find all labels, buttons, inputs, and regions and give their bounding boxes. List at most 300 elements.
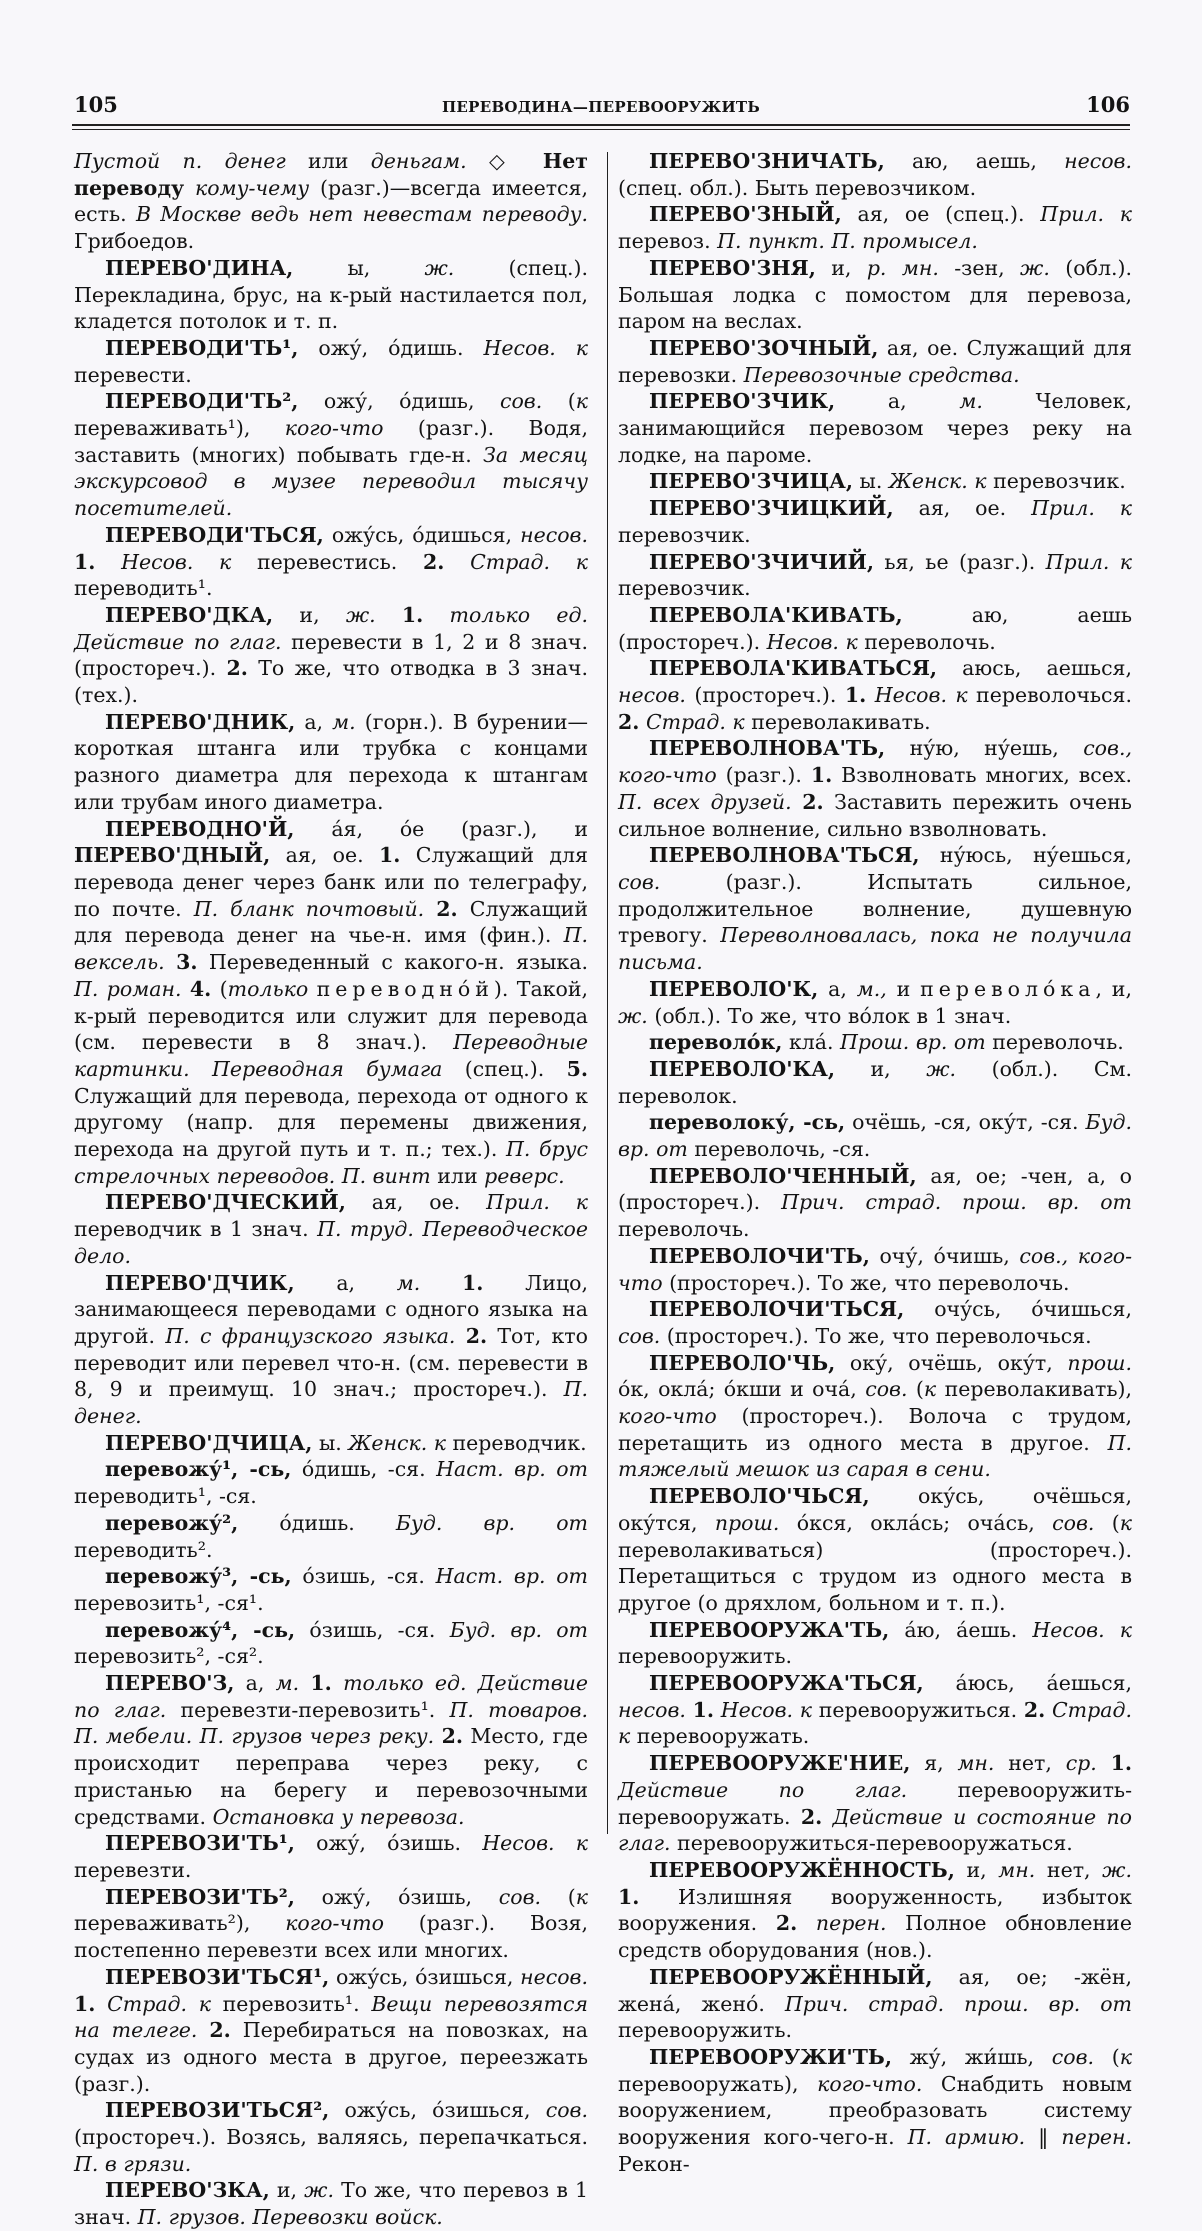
headword-bold: перевожу́⁴, -сь, [105, 1617, 296, 1642]
entry-text: аю, аешь (простореч.). [618, 602, 1132, 654]
entry-text: ожу́, о́дишь. [298, 335, 484, 360]
headword-bold: переволоку́, -сь, [649, 1110, 846, 1135]
entry-text: ы, [293, 255, 425, 280]
italic-text: Пустой п. денег [74, 149, 286, 173]
entry-text: переволочь. [618, 1217, 750, 1242]
italic-text: несов. [618, 683, 686, 708]
italic-text: П. тяжелый мешок из сарая в сени. [618, 1430, 1132, 1482]
entry-text: ожу́сь, о́дишься, [323, 522, 521, 547]
entry-text: ). Такой, к-рый переводится или служит для перевода (см. перевести в 8 знач.). [74, 976, 588, 1055]
entry-text: а, [294, 1270, 397, 1295]
headword-bold: ПЕРЕВО'ЗЧИК, [649, 389, 836, 414]
entry-text [714, 1698, 721, 1722]
headword-bold: ПЕРЕВО'ЗНЯ, [649, 255, 816, 280]
entry-text: ая, ое; -жён, жена́, жено́. [618, 1964, 1132, 2016]
headword-bold: ПЕРЕВОЛО'ЧЬСЯ, [649, 1484, 870, 1509]
entry-text: о́зишь, -ся. [291, 1564, 436, 1589]
headword-bold: ПЕРЕВО'ЗОЧНЫЙ, [649, 335, 879, 360]
dictionary-entry [74, 602, 588, 709]
dictionary-entry [74, 2177, 588, 2230]
entry-text: Снабдить новым вооружением, преобразовать систему вооружения кого-чего-н. [618, 2071, 1132, 2150]
italic-text: Прош. вр. от [840, 1030, 986, 1055]
entry-text: ая, ое. Служащий для перевозки. [618, 335, 1132, 387]
headword-bold: 1. [810, 763, 833, 788]
dictionary-entry [618, 549, 1132, 602]
italic-text: только ед. Действие по глаг. [74, 1671, 588, 1722]
dictionary-entry [74, 148, 588, 255]
entry-text: аюсь, аешься, [937, 656, 1132, 681]
italic-text: к [923, 1377, 937, 1402]
dictionary-entry [618, 1750, 1132, 1857]
italic-text: ж. [424, 255, 455, 280]
entry-text [332, 1671, 343, 1695]
headword-bold: ПЕРЕВОЗИ'ТЬ¹, [105, 1831, 295, 1856]
italic-text: сов. [498, 1884, 542, 1909]
headword-bold: 2. [209, 2018, 231, 2043]
entry-text: ну́юсь, ну́ешься, [919, 843, 1132, 868]
italic-text: кому-чему [194, 175, 310, 200]
dictionary-entry [618, 1617, 1132, 1670]
entry-text: и [886, 976, 921, 1001]
headword-bold: 3. [176, 950, 198, 975]
headword-bold: ПЕРЕВООРУЖИ'ТЬ, [649, 2044, 892, 2069]
entry-text [434, 1724, 441, 1748]
entry-text: переводить². [74, 1537, 213, 1562]
entry-text: перевести в 1, 2 и 8 знач. (простореч.). [74, 629, 588, 681]
entry-text: ( [1094, 1510, 1120, 1535]
dictionary-entry [618, 201, 1132, 254]
entry-text: и, [834, 1056, 927, 1081]
entry-text: Лицо, занимающееся переводами с одного языка на другой. [74, 1270, 588, 1348]
italic-text: П. бланк почтовый. [193, 896, 425, 921]
entry-text: Полное обновление средств оборудования (нов.). [618, 1911, 1132, 1963]
entry-text [424, 897, 436, 921]
italic-text: Страд. к [470, 549, 588, 574]
entry-text: очёшь, -ся, оку́т, -ся. [845, 1110, 1086, 1135]
left-column [74, 148, 588, 2231]
headword-bold: ПЕРЕВОДИ'ТЬСЯ, [105, 522, 324, 547]
italic-text: реверс. [484, 1163, 565, 1188]
entry-text [686, 1698, 693, 1722]
entry-text: перевооружить. [618, 2018, 792, 2043]
dictionary-entry [74, 1617, 588, 1670]
entry-text: (простореч.). Волоча с трудом, перетащить из одного места в другое. [618, 1404, 1132, 1455]
spaced-text: переволо́ка [920, 976, 1096, 1001]
entry-text [197, 2018, 209, 2042]
entry-text: о́к, окла́; о́кши и оча́, [618, 1377, 866, 1402]
entry-text: о́зишь, -ся. [295, 1617, 450, 1642]
spaced-text: переводно́й [316, 976, 494, 1001]
entry-text [792, 790, 803, 814]
headword-bold: ПЕРЕВОЛО'ЧЬ, [649, 1350, 836, 1375]
italic-text: Женск. к [348, 1430, 446, 1455]
italic-text: м. [959, 389, 983, 414]
italic-text: П. с французского языка. [165, 1323, 456, 1348]
entry-text: , и, [1095, 976, 1132, 1001]
italic-text: ж. [618, 1003, 648, 1028]
italic-text: м. [332, 709, 356, 734]
entry-text: ожу́сь, о́зишься, [329, 2098, 546, 2123]
entry-text: и, [273, 602, 346, 627]
italic-text: сов. [618, 1323, 661, 1348]
dictionary-entry [74, 1510, 588, 1563]
entry-text: ожу́, о́зишь, [294, 1884, 499, 1909]
headword-bold: 1. [844, 683, 867, 708]
entry-text [184, 176, 195, 200]
entry-text: перевозчик. [618, 576, 751, 601]
entry-text: Рекон- [618, 2151, 690, 2176]
italic-text: Страд. к [107, 1991, 211, 2016]
headword-bold: ПЕРЕВОЗИ'ТЬ², [105, 1884, 295, 1909]
italic-text: ж. [345, 602, 376, 627]
entry-text: переволакивать. [744, 709, 931, 734]
entry-text: ожу́, о́зишь. [294, 1831, 483, 1856]
entry-text: переволакивать), [936, 1377, 1133, 1402]
italic-text: П. пункт. П. промысел. [717, 229, 978, 254]
italic-text: Буд. вр. от [449, 1617, 588, 1642]
dictionary-entry [618, 842, 1132, 976]
entry-text [423, 603, 449, 627]
headword-bold: 2. [800, 1804, 823, 1829]
italic-text: Действие и состояние по глаг. [618, 1804, 1132, 1856]
italic-text: Буд. вр. от [395, 1510, 588, 1535]
italic-text: ср. [1065, 1751, 1097, 1776]
entry-text: (разг.). [716, 763, 811, 788]
headword-bold: 2. [1023, 1697, 1046, 1722]
entry-text: (разг.). Испытать сильное, продолжительное волнение, душевную тревогу. [618, 869, 1132, 948]
entry-text: ( [1094, 2044, 1120, 2069]
dictionary-entry [74, 1456, 588, 1509]
dictionary-entry [618, 255, 1132, 335]
italic-text: к [1119, 1510, 1133, 1535]
italic-text: Прил. к [486, 1190, 588, 1215]
headword-bold: переволо́к, [649, 1030, 783, 1055]
italic-text: сов., кого-что [618, 1243, 1132, 1295]
headword-bold: ПЕРЕВО'З, [105, 1671, 235, 1696]
italic-text: Несов. к [482, 1831, 588, 1856]
entry-text [866, 683, 874, 707]
dictionary-entry [618, 1857, 1132, 1964]
headword-bold: 2. [226, 656, 248, 681]
headword-bold: ПЕРЕВО'ДИНА, [105, 255, 294, 280]
italic-text: П. труд. Переводческое дело. [74, 1217, 588, 1268]
headword-bold: Нет переводу [74, 149, 588, 200]
dictionary-entry [74, 1670, 588, 1830]
entry-text [181, 977, 189, 1001]
entry-text: ожу́сь, о́зишься, [329, 1964, 521, 1989]
entry-text: Переведенный с какого-н. языка. [197, 950, 588, 975]
entry-text: о́дишь. [238, 1510, 396, 1535]
entry-text: (простореч.). То же, что переволочься. [660, 1323, 1092, 1348]
entry-text: перевозчик. [618, 522, 751, 547]
headword-bold: 2. [423, 549, 445, 574]
italic-text: Прич. страд. прош. вр. от [781, 1190, 1132, 1215]
headword-bold: 1. [462, 1270, 484, 1295]
entry-text: оку́, очёшь, оку́т, [835, 1350, 1068, 1375]
entry-text: очу́сь, о́чишься, [904, 1297, 1132, 1322]
entry-text: перевозить², -ся². [74, 1644, 264, 1669]
entry-text: (простореч.). Возясь, валяясь, перепачкаться. [74, 2125, 588, 2150]
entry-text: перевести. [74, 362, 192, 387]
headword-bold: 2. [802, 789, 824, 814]
running-title: ПЕРЕВОДИНА—ПЕРЕВООРУЖИТЬ [441, 98, 761, 116]
entry-text: ожу́, о́дишь, [298, 389, 500, 414]
italic-text: Несов. к [483, 335, 588, 360]
italic-text: несов. [618, 1697, 686, 1722]
italic-text: кого-что [284, 416, 384, 441]
right-column [618, 148, 1132, 2177]
entry-text: Место, где происходит переправа через реку, с пристанью на берегу и перевозочными средствами. [74, 1724, 588, 1829]
entry-text: перевезти-перевозить¹. [166, 1697, 450, 1722]
entry-text: ( [542, 389, 576, 414]
headword-bold: ПЕРЕВОЗИ'ТЬСЯ¹, [105, 1964, 330, 1989]
italic-text: м., [856, 976, 887, 1001]
italic-text: прош. [714, 1510, 780, 1535]
headword-bold: ПЕРЕВООРУЖА'ТЬ, [649, 1617, 890, 1642]
italic-text: Буд. вр. от [618, 1110, 1132, 1162]
headword-bold: 1. [1110, 1751, 1132, 1776]
dictionary-entry [74, 1189, 588, 1269]
entry-text: и, [815, 255, 867, 280]
entry-text: переволочь, -ся. [687, 1137, 871, 1162]
italic-text: несов. [520, 1964, 588, 1989]
dictionary-entry [618, 335, 1132, 388]
entry-text: (разг.)—всегда имеется, есть. [74, 175, 588, 227]
dictionary-entry [618, 1056, 1132, 1109]
entry-text: Служащий для перевода, перехода от одного к другому (напр. для перемены движения, перехода на другой путь и т. п.; тех.). [74, 1083, 588, 1162]
italic-text: Прич. страд. прош. вр. от [784, 1991, 1132, 2016]
header-rule [72, 124, 1130, 126]
dictionary-entry [618, 1670, 1132, 1750]
entry-text: (спец. обл.). Быть перевозчиком. [618, 175, 977, 200]
headword-bold: 1. [401, 602, 424, 627]
entry-text: То же, что перевоз в 1 знач. [74, 2178, 588, 2230]
italic-text: перен. [815, 1911, 887, 1936]
dictionary-entry [618, 1243, 1132, 1296]
italic-text: ж. [304, 2178, 334, 2203]
dictionary-entry [618, 1964, 1132, 2044]
italic-text: ж. [1102, 1858, 1132, 1882]
italic-text: несов. [1064, 149, 1132, 173]
dictionary-entry [618, 1163, 1132, 1243]
entry-text: ы. [312, 1430, 349, 1455]
headword-bold: ПЕРЕВОЛО'К, [649, 976, 819, 1001]
entry-text: (спец.). [442, 1056, 567, 1081]
entry-text: перевооружить-перевооружать. [618, 1777, 1132, 1829]
entry-text: переводить¹. [74, 576, 213, 601]
italic-text: только ед. Действие по глаг. [74, 602, 588, 654]
dictionary-entry [74, 1884, 588, 1964]
dictionary-entry [618, 1483, 1132, 1617]
entry-text: перевооружиться-перевооружаться. [670, 1831, 1073, 1856]
italic-text: Несов. к [720, 1697, 812, 1722]
italic-text: Несов. к [121, 549, 232, 574]
headword-bold: ПЕРЕВООРУЖЁННЫЙ, [649, 1964, 933, 1989]
italic-text: П. грузов. Перевозки войск. [137, 2205, 443, 2230]
entry-text: переволакиваться) (простореч.). Перетащиться с трудом из одного места в другое (о дряхлом, больном и т. п.). [618, 1537, 1132, 1615]
italic-text: м. [396, 1270, 421, 1295]
dictionary-entry [618, 976, 1132, 1029]
entry-text: переводчик в 1 знач. [74, 1217, 318, 1242]
italic-text: кого-что. [817, 2071, 923, 2096]
entry-text: и, [269, 2178, 305, 2203]
entry-text: или [285, 149, 371, 173]
italic-text: Наст. вр. от [436, 1457, 588, 1482]
entry-text: Служащий для перевода денег на чье-н. имя (фин.). [74, 896, 588, 948]
entry-text [299, 1671, 310, 1695]
entry-text: нет, [994, 1751, 1066, 1776]
dictionary-entry [618, 655, 1132, 735]
entry-text [95, 550, 121, 574]
headword-bold: ПЕРЕВОДИ'ТЬ², [105, 389, 299, 414]
dictionary-entry [74, 1964, 588, 2098]
headword-bold: ПЕРЕВОДИ'ТЬ¹, [105, 335, 299, 360]
italic-text: к [575, 389, 588, 414]
headword-bold: 2. [775, 1911, 798, 1936]
column-divider [607, 152, 608, 1834]
italic-text: Вещи перевозятся на телеге. [74, 1991, 589, 2043]
dictionary-entry [74, 335, 588, 388]
italic-text: м. [275, 1671, 300, 1696]
italic-text: мн. [957, 1751, 995, 1776]
dictionary-entry [74, 522, 588, 602]
entry-text: переволочь. [857, 629, 996, 654]
entry-text [797, 1911, 816, 1935]
entry-text: о́кся, окла́сь; оча́сь, [779, 1510, 1053, 1535]
entry-text: а, [295, 709, 333, 734]
headword-bold: ПЕРЕВО'ДНИК, [105, 709, 296, 734]
dictionary-entry [618, 1109, 1132, 1162]
entry-text: Тот, кто переводит или перевел что-н. (см. перевести в 8, 9 и преимущ. 10 знач.; простореч.). [74, 1323, 588, 1402]
dictionary-entry [74, 1430, 588, 1457]
italic-text: П. вексель. [74, 923, 588, 975]
entry-text: (спец.). Перекладина, брус, на к-рый настилается пол, кладется потолок и т. п. [74, 255, 588, 334]
entry-text: перевозить¹, -ся¹. [74, 1590, 264, 1615]
italic-text: кого-что [285, 1911, 384, 1936]
italic-text: П. в грязи. [74, 2151, 192, 2176]
entry-text [1097, 1751, 1111, 1775]
headword-bold: ПЕРЕВО'ЗЧИЦА, [649, 469, 853, 494]
entry-text: ая, ое (спец.). [841, 202, 1041, 227]
entry-text: (горн.). В бурении—короткая штанга или трубка с концами разного диаметра для перехода к штангам или трубам иного диаметра. [74, 709, 588, 814]
entry-text: (обл.). То же, что во́лок в 1 знач. [647, 1003, 1012, 1028]
entry-text [95, 1992, 107, 2016]
entry-text: ая, ое. [345, 1190, 487, 1215]
headword-bold: ПЕРЕВО'ЗНЫЙ, [649, 202, 842, 227]
entry-text: перевоз. [618, 229, 718, 254]
italic-text: Наст. вр. от [435, 1564, 588, 1589]
italic-text: перен. [1061, 2125, 1132, 2150]
headword-bold: 2. [436, 896, 458, 921]
entry-text: Излишняя вооруженность, избыток вооружения. [618, 1884, 1132, 1936]
entry-text: ая, ое; -чен, а, о (простореч.). [618, 1163, 1132, 1215]
entry-text: Заставить пережить очень сильное волнение, сильно взволновать. [618, 789, 1132, 841]
italic-text: р. мн. [866, 255, 939, 280]
italic-text: ж. [926, 1056, 957, 1081]
headword-bold: ПЕРЕВОЛА'КИВАТЬ, [649, 602, 903, 627]
headword-bold: 1. [74, 1991, 96, 2016]
italic-text: Остановка у перевоза. [212, 1804, 465, 1829]
entry-text: переводчик. [446, 1430, 587, 1455]
entry-text: Грибоедов. [74, 229, 195, 254]
headword-bold: 2. [618, 709, 640, 734]
entry-text: оку́сь, очёшься, оку́тся, [618, 1484, 1132, 1535]
headword-bold: ПЕРЕВОЛО'ЧЕННЫЙ, [649, 1163, 917, 1188]
headword-bold: ПЕРЕВОЛОЧИ'ТЬСЯ, [649, 1297, 905, 1322]
italic-text: сов. [1051, 2044, 1095, 2069]
italic-text: только [227, 976, 309, 1001]
headword-bold: 1. [379, 843, 401, 868]
entry-text: ая, ое. [270, 843, 380, 868]
page-number-right: 106 [1086, 92, 1130, 117]
entry-text: (разг.). Водя, заставить (многих) побывать где-н. [74, 416, 588, 467]
italic-text: сов. [1052, 1510, 1095, 1535]
italic-text: Переводные картинки. Переводная бумага [74, 1030, 588, 1081]
italic-text: Перевозочные средства. [743, 362, 1020, 387]
entry-text: ья, ье (разг.). [873, 549, 1046, 574]
headword-bold: 2. [465, 1323, 488, 1348]
entry-text: я, [910, 1751, 958, 1776]
dictionary-entry [74, 255, 588, 335]
dictionary-entry [74, 1270, 588, 1430]
dictionary-entry [618, 735, 1132, 842]
entry-text [420, 1271, 462, 1295]
dictionary-entry [618, 495, 1132, 548]
dictionary-entry [74, 816, 588, 1190]
entry-text: перевооружиться. [812, 1697, 1024, 1722]
italic-text: сов. [865, 1377, 908, 1402]
entry-text: а́я, о́е (разг.), и [294, 816, 588, 841]
dictionary-entry [74, 388, 588, 522]
headword-bold: ПЕРЕВО'ДНЫЙ, [74, 843, 271, 868]
dictionary-entry [74, 1563, 588, 1616]
italic-text: Несов. к [766, 629, 858, 654]
entry-text: -зен, [938, 255, 1021, 280]
headword-bold: ПЕРЕВОЛА'КИВАТЬСЯ, [649, 656, 938, 681]
entry-text [1045, 1698, 1052, 1722]
entry-text: перевооружать. [630, 1724, 810, 1749]
italic-text: Женск. к [888, 469, 987, 494]
headword-bold: ПЕРЕВО'ДЧИК, [105, 1270, 295, 1295]
italic-text: Действие по глаг. [618, 1777, 908, 1802]
entry-text: перевезти. [74, 1858, 192, 1882]
entry-text: перевооружать), [618, 2071, 818, 2096]
entry-text: а́юсь, а́ешься, [923, 1671, 1132, 1696]
headword-bold: ПЕРЕВОЛНОВА'ТЬ, [649, 736, 886, 761]
italic-text: несов. [520, 522, 588, 547]
italic-text: сов. [499, 389, 543, 414]
entry-text: ( [907, 1377, 924, 1402]
entry-text: нет, [1035, 1858, 1103, 1882]
entry-text [822, 1805, 832, 1829]
entry-text [308, 977, 316, 1001]
headword-bold: перевожу́³, -сь, [105, 1564, 292, 1589]
italic-text: П. армию. [907, 2125, 1026, 2150]
italic-text: Прил. к [1031, 496, 1132, 521]
entry-text: о́дишь, -ся. [291, 1457, 437, 1482]
italic-text: За месяц экскурсовод в музее переводил тысячу посетителей. [74, 442, 588, 521]
headword-bold: ПЕРЕВО'ДКА, [105, 602, 274, 627]
italic-text: сов. [545, 2098, 588, 2123]
dictionary-entry [618, 602, 1132, 655]
headword-bold: ПЕРЕВО'ДЧЕСКИЙ, [105, 1190, 346, 1215]
italic-text: ж. [1020, 255, 1050, 280]
headword-bold: ПЕРЕВО'ЗНИЧАТЬ, [649, 149, 885, 173]
dictionary-entry [74, 709, 588, 816]
entry-text: (простореч.). [685, 683, 845, 708]
italic-text: к [1119, 2044, 1132, 2069]
entry-text: Взволновать многих, всех. [832, 763, 1132, 788]
